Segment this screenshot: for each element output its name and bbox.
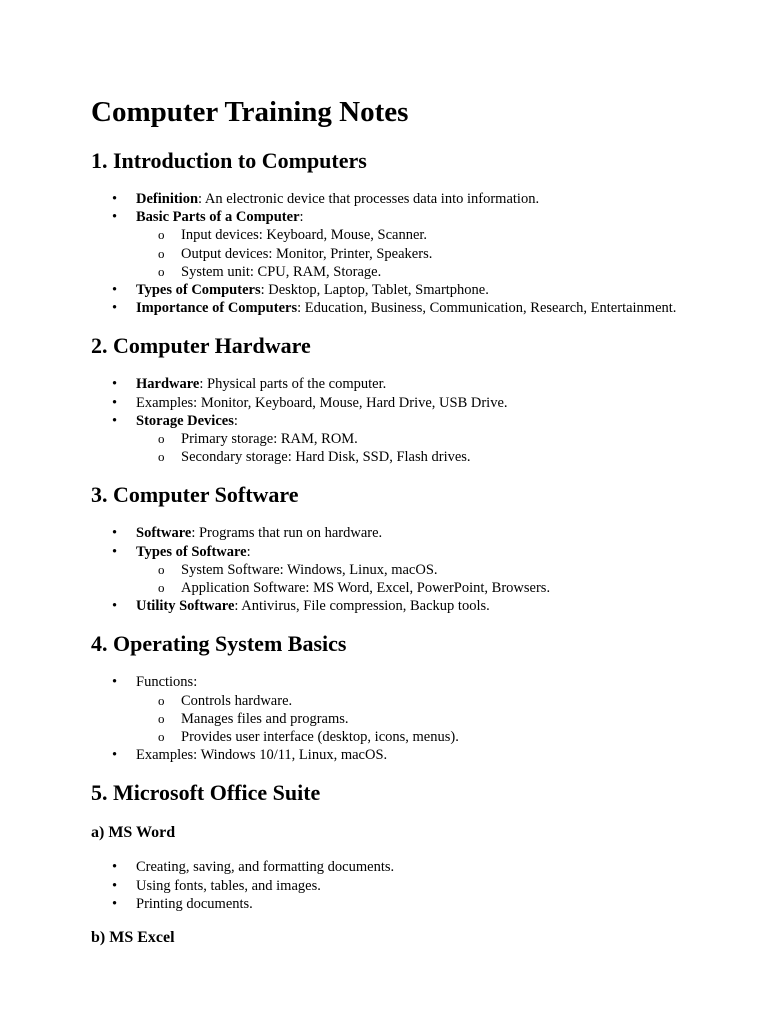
bullet-list xyxy=(91,375,691,466)
item-text: : An electronic device that processes data into information. xyxy=(198,191,540,207)
item-text: : Education, Business, Communication, Research, Entertainment. xyxy=(297,300,677,317)
sub-list-item: o Manages files and programs. xyxy=(181,710,691,728)
bullet-list xyxy=(91,858,691,913)
list-item xyxy=(136,543,691,598)
subsection-heading: b) MS Excel xyxy=(91,929,175,947)
list-item: • Printing documents. xyxy=(136,895,691,913)
section-heading: 3. Computer Software xyxy=(91,482,299,508)
item-text: : Desktop, Laptop, Tablet, Smartphone. xyxy=(260,282,489,299)
sub-list-item: o Primary storage: RAM, ROM. xyxy=(181,430,691,448)
list-item xyxy=(136,673,691,746)
bullet-list xyxy=(91,524,691,615)
item-text: Examples: Windows 10/11, Linux, macOS. xyxy=(136,747,388,764)
subsection-heading: a) MS Word xyxy=(91,824,176,842)
item-text: Examples: Monitor, Keyboard, Mouse, Hard Drive, USB Drive. xyxy=(136,394,508,411)
sub-list-item: o Controls hardware. xyxy=(181,692,691,710)
item-text: : xyxy=(246,543,251,560)
item-term: Types of Software xyxy=(136,543,247,560)
item-term: Software xyxy=(136,525,192,542)
item-text: Functions: xyxy=(136,674,198,691)
sub-list xyxy=(136,430,691,466)
item-text: : xyxy=(299,209,304,226)
sub-list-item: o System Software: Windows, Linux, macOS. xyxy=(181,561,691,579)
sub-list xyxy=(136,561,691,597)
document-page xyxy=(91,92,691,963)
section-heading: 4. Operating System Basics xyxy=(91,631,347,657)
sub-list-item: o Output devices: Monitor, Printer, Speakers. xyxy=(181,245,691,263)
item-term: Definition xyxy=(136,191,199,207)
item-term: Utility Software xyxy=(136,598,235,615)
item-text: : Programs that run on hardware. xyxy=(191,525,383,542)
section-heading: 5. Microsoft Office Suite xyxy=(91,780,321,806)
item-text: : Antivirus, File compression, Backup tools. xyxy=(234,598,490,615)
item-term: Hardware xyxy=(136,376,200,393)
list-item xyxy=(136,190,691,208)
item-text: : Physical parts of the computer. xyxy=(199,376,387,393)
sub-list-item: o Application Software: MS Word, Excel, PowerPoint, Browsers. xyxy=(181,579,691,597)
list-item: • Using fonts, tables, and images. xyxy=(136,877,691,895)
item-text: : xyxy=(233,412,238,429)
list-item xyxy=(136,375,691,393)
list-item xyxy=(136,746,691,764)
bullet-list xyxy=(91,190,691,317)
list-item xyxy=(136,299,691,317)
bullet-list xyxy=(91,673,691,764)
list-item xyxy=(136,208,691,281)
list-item: • Creating, saving, and formatting documents. xyxy=(136,858,691,876)
section-heading: 1. Introduction to Computers xyxy=(91,148,367,173)
sub-list-item: o Input devices: Keyboard, Mouse, Scanner. xyxy=(181,226,691,244)
sub-list-item: o Secondary storage: Hard Disk, SSD, Flash drives. xyxy=(181,448,691,466)
sub-list xyxy=(136,226,691,281)
sub-list-item: o System unit: CPU, RAM, Storage. xyxy=(181,263,691,281)
item-term: Types of Computers xyxy=(136,282,261,299)
section-heading: 2. Computer Hardware xyxy=(91,333,311,359)
list-item xyxy=(136,281,691,299)
document-title: Computer Training Notes xyxy=(91,96,409,128)
list-item xyxy=(136,412,691,467)
item-term: Basic Parts of a Computer xyxy=(136,209,300,226)
item-term: Storage Devices xyxy=(136,412,234,429)
list-item xyxy=(136,524,691,542)
sub-list-item: o Provides user interface (desktop, icons, menus). xyxy=(181,728,691,746)
item-term: Importance of Computers xyxy=(136,300,298,317)
sub-list xyxy=(136,692,691,747)
list-item xyxy=(136,394,691,412)
list-item xyxy=(136,597,691,615)
